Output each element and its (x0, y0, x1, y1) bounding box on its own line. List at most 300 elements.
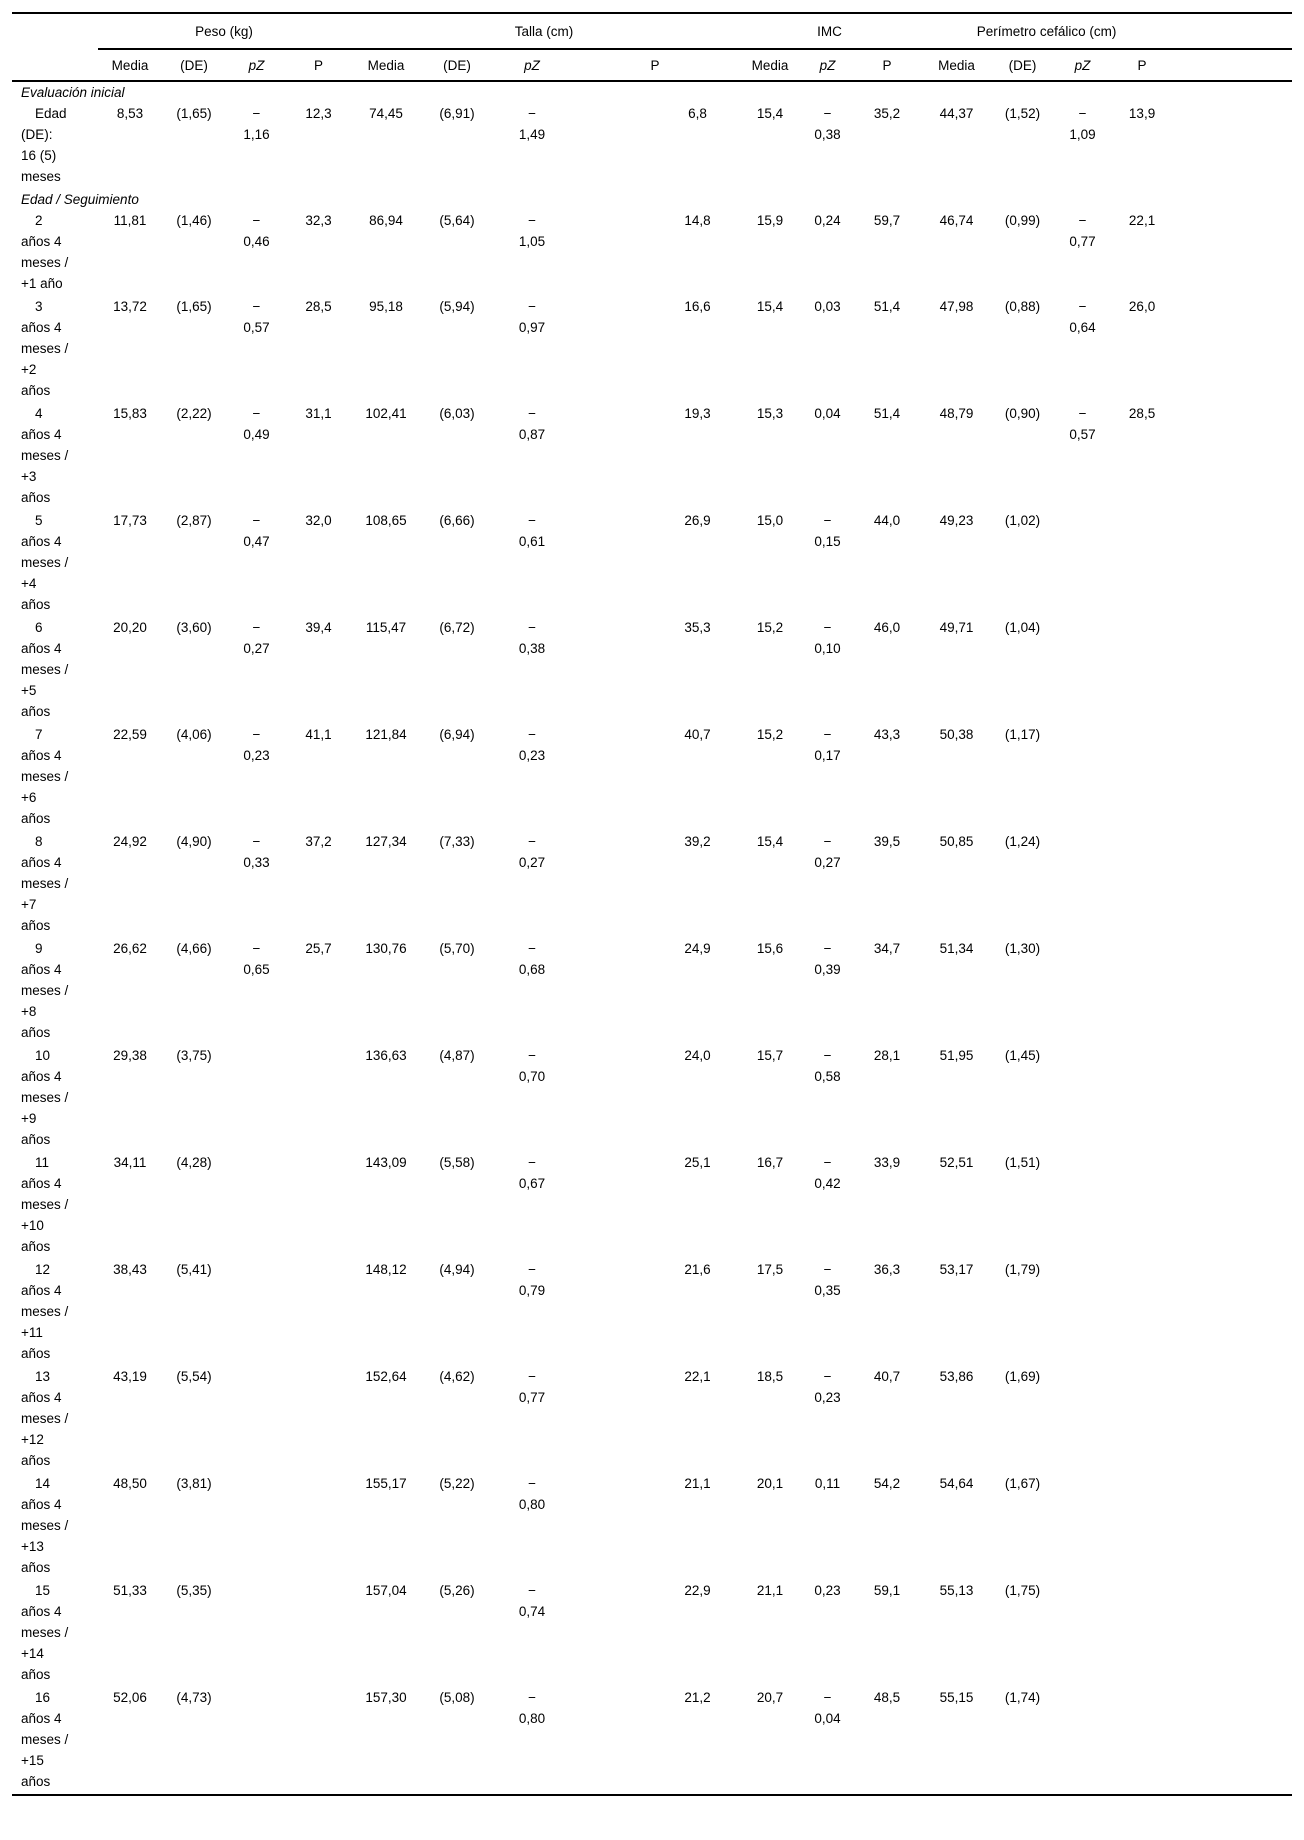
value-text: 32,0 (305, 513, 332, 528)
value-text: (1,65) (176, 106, 212, 121)
row-label-text: 10 años 4 meses / +9 años (21, 1048, 69, 1147)
value-text: − 0,61 (518, 513, 546, 549)
value-cell (1112, 1259, 1172, 1366)
value-text: − 0,47 (243, 513, 270, 549)
value-text: (1,52) (1004, 106, 1041, 121)
value-text: (2,87) (176, 513, 212, 528)
value-text: 0,03 (814, 299, 841, 314)
value-cell (921, 103, 992, 189)
value-cell (853, 296, 921, 403)
value-text: 16,7 (756, 1155, 784, 1170)
table-row (12, 1473, 1292, 1580)
value-cell (422, 1473, 492, 1580)
value-text: (1,79) (1004, 1262, 1041, 1277)
col-header-talla-cm-p: P (572, 49, 738, 81)
value-cell (98, 103, 162, 189)
value-cell (287, 724, 350, 831)
value-cell (853, 1045, 921, 1152)
row-label-text: 14 años 4 meses / +13 años (21, 1476, 69, 1575)
value-cell (853, 1473, 921, 1580)
value-text: (7,33) (439, 834, 475, 849)
row-label (12, 938, 98, 1045)
value-cell (492, 403, 572, 510)
value-text: (4,73) (176, 1690, 212, 1705)
filler-cell (1172, 103, 1292, 189)
value-cell (921, 617, 992, 724)
value-text: − 0,46 (243, 213, 270, 249)
value-cell (572, 831, 738, 938)
value-cell (1053, 1366, 1112, 1473)
col-header-peso-kg-pz: pZ (226, 49, 287, 81)
row-label-text: 3 años 4 meses / +2 años (21, 299, 69, 398)
table-row (12, 938, 1292, 1045)
value-cell (572, 1366, 738, 1473)
value-cell (802, 1152, 853, 1259)
value-text: (0,90) (1004, 406, 1041, 421)
row-label-text: 6 años 4 meses / +5 años (21, 620, 69, 719)
value-text: 20,20 (113, 620, 147, 635)
value-cell (738, 724, 802, 831)
value-text: (5,70) (439, 941, 475, 956)
value-text: 21,1 (756, 1583, 784, 1598)
value-text: 47,98 (939, 299, 974, 314)
value-cell (98, 1366, 162, 1473)
value-text: 26,9 (684, 513, 711, 528)
value-cell (287, 210, 350, 296)
value-cell (802, 403, 853, 510)
value-text: 29,38 (113, 1048, 147, 1063)
value-cell (162, 1152, 226, 1259)
value-cell (492, 938, 572, 1045)
row-label-text: 5 años 4 meses / +4 años (21, 513, 69, 612)
value-text: 12,3 (305, 106, 332, 121)
value-cell (802, 938, 853, 1045)
value-cell (350, 1473, 422, 1580)
table-row (12, 831, 1292, 938)
value-text: (1,74) (1004, 1690, 1041, 1705)
row-label (12, 1259, 98, 1366)
value-cell (992, 1580, 1053, 1687)
value-cell (992, 1473, 1053, 1580)
col-header-per-metro-cef-lico-cm-de: (DE) (992, 49, 1053, 81)
filler-cell (1172, 724, 1292, 831)
value-cell (422, 103, 492, 189)
value-text: − 0,74 (518, 1583, 546, 1619)
value-cell (422, 403, 492, 510)
value-text: (4,66) (176, 941, 212, 956)
group-header-per-metro-cef-lico-cm: Perímetro cefálico (cm) (921, 13, 1172, 49)
value-cell (226, 938, 287, 1045)
col-header-talla-cm-pz: pZ (492, 49, 572, 81)
value-text: 34,11 (113, 1155, 147, 1170)
value-text: 95,18 (369, 299, 403, 314)
value-text: 40,7 (684, 727, 711, 742)
value-cell (738, 210, 802, 296)
value-cell (226, 210, 287, 296)
filler-cell (1172, 49, 1292, 81)
row-label-text: 4 años 4 meses / +3 años (21, 406, 69, 505)
value-text: 43,3 (873, 727, 901, 742)
value-text: (1,46) (176, 213, 212, 228)
value-text: (5,41) (176, 1262, 212, 1277)
value-text: 24,9 (684, 941, 711, 956)
value-text: (6,91) (439, 106, 475, 121)
value-cell (1053, 103, 1112, 189)
value-cell (853, 1366, 921, 1473)
value-cell (572, 1152, 738, 1259)
value-cell (492, 210, 572, 296)
filler-cell (1172, 403, 1292, 510)
value-text: 55,15 (939, 1690, 974, 1705)
value-cell (921, 403, 992, 510)
value-cell (738, 1045, 802, 1152)
value-text: − 0,77 (1069, 213, 1096, 249)
value-cell (162, 1473, 226, 1580)
col-header-peso-kg-media: Media (98, 49, 162, 81)
value-text: 40,7 (873, 1369, 901, 1384)
value-text: 0,04 (814, 406, 841, 421)
value-cell (226, 1366, 287, 1473)
value-cell (1112, 296, 1172, 403)
value-cell (921, 724, 992, 831)
value-text: 54,64 (939, 1476, 974, 1491)
value-text: 35,3 (684, 620, 711, 635)
value-text: 130,76 (365, 941, 407, 956)
value-text: 50,85 (939, 834, 974, 849)
value-text: − 1,49 (518, 106, 546, 142)
value-text: − 0,49 (243, 406, 270, 442)
value-cell (921, 831, 992, 938)
value-cell (287, 1473, 350, 1580)
value-text: 53,17 (939, 1262, 974, 1277)
value-text: 28,5 (305, 299, 332, 314)
value-text: (1,69) (1004, 1369, 1041, 1384)
anthropometry-table (12, 12, 1292, 1796)
value-text: (5,26) (439, 1583, 475, 1598)
value-text: 20,7 (756, 1690, 784, 1705)
value-cell (98, 724, 162, 831)
value-text: 74,45 (369, 106, 403, 121)
value-cell (572, 403, 738, 510)
value-text: 51,95 (939, 1048, 974, 1063)
value-cell (492, 1152, 572, 1259)
value-text: 51,4 (873, 406, 901, 421)
filler-cell (1172, 1045, 1292, 1152)
value-text: 15,9 (756, 213, 784, 228)
row-label (12, 296, 98, 403)
value-cell (98, 831, 162, 938)
value-text: 15,0 (756, 513, 784, 528)
value-text: 55,13 (939, 1583, 974, 1598)
value-text: − 0,58 (814, 1048, 841, 1084)
value-text: − 0,57 (243, 299, 270, 335)
value-cell (492, 1580, 572, 1687)
value-cell (226, 1473, 287, 1580)
table-body (12, 81, 1292, 1795)
value-text: − 0,80 (518, 1476, 546, 1512)
value-cell (853, 1259, 921, 1366)
value-text: (5,58) (439, 1155, 475, 1170)
value-text: 18,5 (756, 1369, 784, 1384)
value-cell (992, 210, 1053, 296)
value-cell (287, 1366, 350, 1473)
value-cell (738, 403, 802, 510)
value-cell (162, 103, 226, 189)
value-cell (853, 1580, 921, 1687)
value-cell (98, 210, 162, 296)
value-text: − 1,05 (518, 213, 546, 249)
value-cell (992, 510, 1053, 617)
table-row (12, 103, 1292, 189)
value-text: 21,6 (684, 1262, 711, 1277)
value-text: (1,02) (1004, 513, 1041, 528)
value-cell (492, 1045, 572, 1152)
table-row (12, 296, 1292, 403)
value-text: − 1,09 (1069, 106, 1096, 142)
value-cell (350, 1687, 422, 1795)
value-text: (4,62) (439, 1369, 475, 1384)
value-cell (738, 296, 802, 403)
value-cell (1112, 617, 1172, 724)
value-text: 17,5 (756, 1262, 784, 1277)
value-text: 52,51 (939, 1155, 974, 1170)
value-text: 22,1 (1128, 213, 1156, 228)
value-text: − 0,35 (814, 1262, 841, 1298)
row-label (12, 724, 98, 831)
value-cell (802, 510, 853, 617)
section-title: Evaluación inicial (21, 85, 125, 100)
value-cell (98, 1045, 162, 1152)
value-cell (738, 1152, 802, 1259)
value-text: (4,90) (176, 834, 212, 849)
value-cell (350, 296, 422, 403)
value-text: (4,87) (439, 1048, 475, 1063)
value-text: 28,5 (1128, 406, 1156, 421)
value-cell (992, 938, 1053, 1045)
value-text: − 0,79 (518, 1262, 546, 1298)
value-cell (422, 296, 492, 403)
value-cell (572, 510, 738, 617)
row-label (12, 1045, 98, 1152)
value-cell (992, 296, 1053, 403)
value-cell (738, 617, 802, 724)
value-text: 53,86 (939, 1369, 974, 1384)
value-cell (802, 1366, 853, 1473)
col-header-imc-p: P (853, 49, 921, 81)
value-cell (98, 403, 162, 510)
filler-cell (1172, 1687, 1292, 1795)
value-text: (5,94) (439, 299, 475, 314)
value-cell (992, 831, 1053, 938)
row-label (12, 831, 98, 938)
value-text: (4,94) (439, 1262, 475, 1277)
value-text: 22,59 (113, 727, 147, 742)
row-label-text: Edad (DE): 16 (5) meses (21, 106, 67, 184)
filler-cell (1172, 1366, 1292, 1473)
value-text: (5,22) (439, 1476, 475, 1491)
row-label-text: 8 años 4 meses / +7 años (21, 834, 69, 933)
row-label (12, 1152, 98, 1259)
value-text: 152,64 (365, 1369, 407, 1384)
value-cell (1053, 831, 1112, 938)
value-cell (350, 938, 422, 1045)
value-cell (350, 403, 422, 510)
value-text: 127,34 (365, 834, 407, 849)
value-cell (162, 1259, 226, 1366)
value-cell (853, 617, 921, 724)
value-cell (162, 724, 226, 831)
value-cell (287, 1259, 350, 1366)
value-cell (992, 1687, 1053, 1795)
value-cell (738, 1259, 802, 1366)
value-cell (1112, 938, 1172, 1045)
value-cell (98, 296, 162, 403)
value-cell (162, 403, 226, 510)
value-cell (1112, 210, 1172, 296)
value-cell (921, 1687, 992, 1795)
row-label-text: 9 años 4 meses / +8 años (21, 941, 69, 1040)
value-text: 32,3 (305, 213, 332, 228)
table-row (12, 1259, 1292, 1366)
value-text: 44,37 (939, 106, 974, 121)
row-label (12, 1580, 98, 1687)
value-cell (98, 510, 162, 617)
value-text: 31,1 (305, 406, 332, 421)
value-cell (162, 1045, 226, 1152)
value-cell (422, 1687, 492, 1795)
col-header-per-metro-cef-lico-cm-p: P (1112, 49, 1172, 81)
value-cell (162, 1687, 226, 1795)
value-cell (802, 296, 853, 403)
value-cell (992, 1152, 1053, 1259)
value-text: 46,74 (939, 213, 974, 228)
filler-cell (1172, 296, 1292, 403)
value-cell (422, 1152, 492, 1259)
row-label-text: 16 años 4 meses / +15 años (21, 1690, 69, 1789)
filler-cell (1172, 831, 1292, 938)
value-cell (921, 1259, 992, 1366)
value-cell (1053, 296, 1112, 403)
value-cell (287, 1580, 350, 1687)
value-cell (992, 1366, 1053, 1473)
value-text: (1,65) (176, 299, 212, 314)
value-text: 43,19 (113, 1369, 147, 1384)
value-cell (422, 724, 492, 831)
value-cell (802, 210, 853, 296)
value-text: (5,35) (176, 1583, 212, 1598)
value-cell (162, 210, 226, 296)
value-text: 22,9 (684, 1583, 711, 1598)
value-cell (572, 296, 738, 403)
value-text: 155,17 (365, 1476, 407, 1491)
value-cell (287, 938, 350, 1045)
value-text: (1,30) (1004, 941, 1041, 956)
value-cell (1112, 403, 1172, 510)
value-cell (1053, 510, 1112, 617)
value-cell (226, 1259, 287, 1366)
value-cell (1112, 103, 1172, 189)
value-cell (350, 1259, 422, 1366)
value-cell (287, 831, 350, 938)
value-cell (422, 1366, 492, 1473)
value-cell (492, 831, 572, 938)
value-text: − 0,38 (518, 620, 546, 656)
row-label (12, 403, 98, 510)
value-cell (162, 1366, 226, 1473)
value-text: (1,51) (1004, 1155, 1041, 1170)
value-cell (162, 1580, 226, 1687)
value-cell (226, 1152, 287, 1259)
value-cell (921, 1366, 992, 1473)
value-text: 26,0 (1128, 299, 1156, 314)
value-cell (422, 1259, 492, 1366)
value-cell (802, 831, 853, 938)
value-text: 11,81 (113, 213, 147, 228)
value-cell (853, 938, 921, 1045)
value-cell (853, 1687, 921, 1795)
value-cell (738, 938, 802, 1045)
value-text: − 0,04 (814, 1690, 841, 1726)
value-cell (572, 103, 738, 189)
value-cell (287, 103, 350, 189)
value-text: 13,9 (1128, 106, 1156, 121)
value-cell (853, 103, 921, 189)
value-cell (802, 1687, 853, 1795)
col-header-peso-kg-p: P (287, 49, 350, 81)
filler-cell (1172, 13, 1292, 49)
value-cell (572, 938, 738, 1045)
value-text: − 1,16 (243, 106, 270, 142)
value-cell (492, 103, 572, 189)
row-label-text: 7 años 4 meses / +6 años (21, 727, 69, 826)
value-cell (226, 1687, 287, 1795)
table-row (12, 1152, 1292, 1259)
value-cell (921, 210, 992, 296)
value-cell (992, 724, 1053, 831)
value-text: 48,5 (873, 1690, 901, 1705)
value-cell (162, 296, 226, 403)
value-cell (802, 1580, 853, 1687)
row-label (12, 510, 98, 617)
value-text: 15,7 (756, 1048, 784, 1063)
value-cell (350, 724, 422, 831)
filler-cell (1172, 1580, 1292, 1687)
value-cell (492, 296, 572, 403)
value-cell (1112, 1473, 1172, 1580)
col-header-per-metro-cef-lico-cm-pz: pZ (1053, 49, 1112, 81)
value-cell (492, 724, 572, 831)
value-text: − 0,17 (814, 727, 841, 763)
value-text: 15,2 (756, 727, 784, 742)
value-cell (921, 1152, 992, 1259)
col-header-peso-kg-de: (DE) (162, 49, 226, 81)
value-text: (6,72) (439, 620, 475, 635)
value-text: 115,47 (365, 620, 407, 635)
value-text: − 0,57 (1069, 406, 1096, 442)
value-cell (992, 103, 1053, 189)
value-cell (853, 510, 921, 617)
value-text: 22,1 (684, 1369, 711, 1384)
value-text: 38,43 (113, 1262, 147, 1277)
row-label (12, 210, 98, 296)
value-cell (1053, 1580, 1112, 1687)
filler-cell (1172, 1152, 1292, 1259)
value-text: 51,33 (113, 1583, 147, 1598)
value-cell (992, 1045, 1053, 1152)
value-text: 39,2 (684, 834, 711, 849)
value-text: − 0,23 (814, 1369, 841, 1405)
value-text: − 0,87 (518, 406, 546, 442)
